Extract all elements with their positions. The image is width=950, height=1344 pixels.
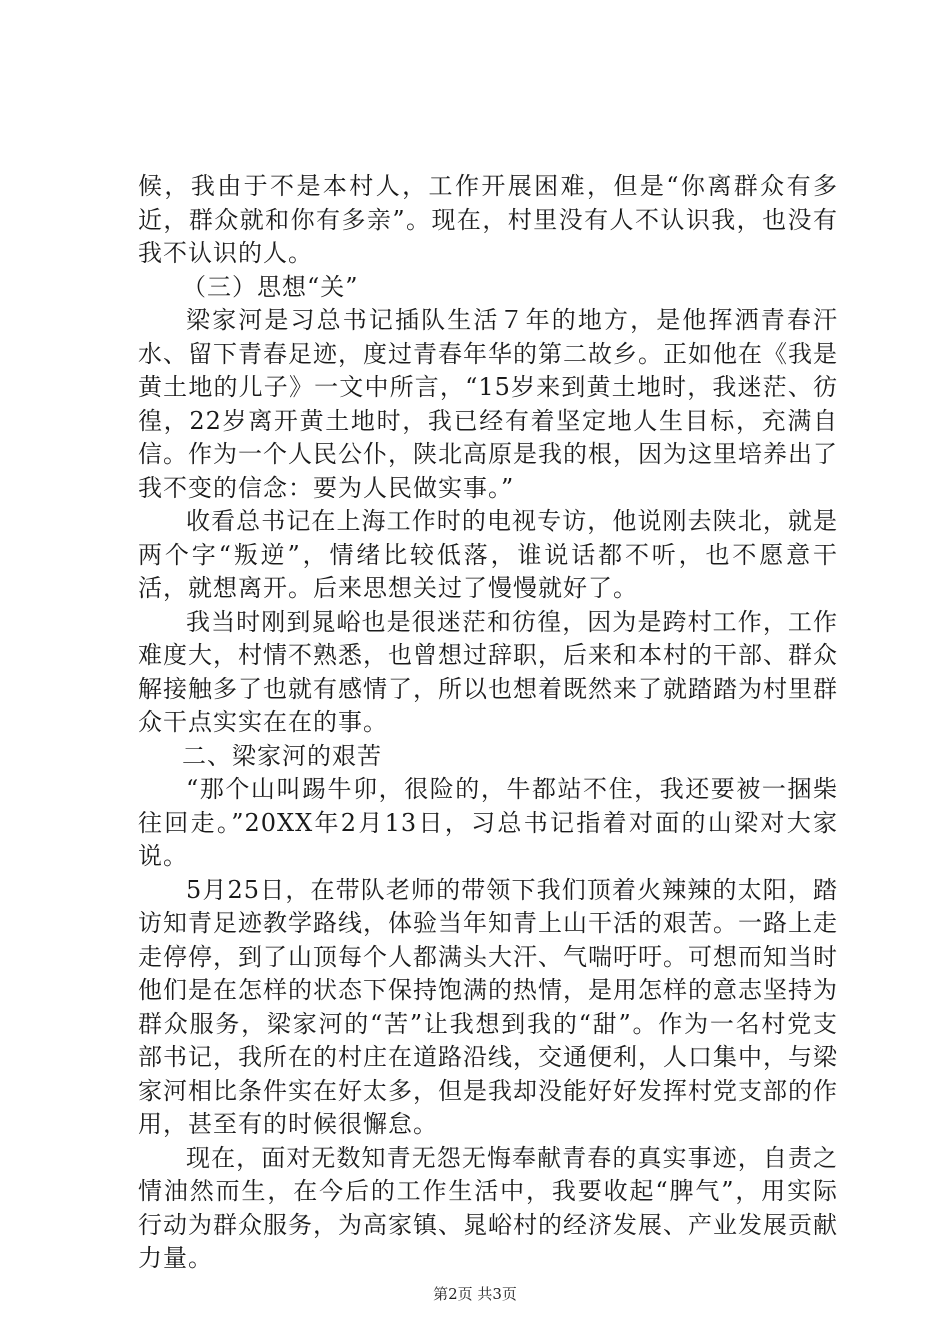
paragraph-field-visit: 5月25日，在带队老师的带领下我们顶着火辣辣的太阳，踏访知青足迹教学路线，体验当年知青上山干活的艰苦。一路上走走停停，到了山顶每个人都满头大汗、气喘吁吁。可想而知当时他们是在怎样的状态下保持饱满的热情，是用怎样的意志坚持为群众服务，梁家河的“苦”让我想到我的“甜”。作为一名村党支部书记，我所在的村庄在道路沿线，交通便利，人口集中，与梁家河相比条件实在好太多，但是我却没能好好发挥村党支部的作用，甚至有的时候很懈怠。	[138, 875, 838, 1138]
paragraph-liangjiahe-hometown: 梁家河是习总书记插队生活７年的地方，是他挥洒青春汗水、留下青春足迹，度过青春年华的第二故乡。正如他在《我是黄土地的儿子》一文中所言，“15岁来到黄土地时，我迷茫、彷徨，22岁离开黄土地时，我已经有着坚定地人生目标，充满自信。作为一个人民公仆，陕北高原是我的根，因为这里培养出了我不变的信念：要为人民做实事。”	[138, 306, 838, 502]
paragraph-personal-experience: 我当时刚到晁峪也是很迷茫和彷徨，因为是跨村工作，工作难度大，村情不熟悉，也曾想过辞职，后来和本村的干部、群众解接触多了也就有感情了，所以也想着既然来了就踏踏为村里群众干点实实在在的事。	[138, 607, 838, 736]
paragraph-quote-mountain: “那个山叫踢牛卯，很险的，牛都站不住，我还要被一捆柴往回走。”20XX年2月13日，习总书记指着对面的山梁对大家说。	[138, 775, 838, 870]
document-body	[138, 170, 838, 1276]
paragraph-continuation: 候，我由于不是本村人，工作开展困难，但是“你离群众有多近，群众就和你有多亲”。现在，村里没有人不认识我，也没有我不认识的人。	[138, 172, 838, 267]
page-number-footer: 第2页 共3页	[433, 1285, 517, 1303]
section-heading-thought-pass: （三）思想“关”	[182, 272, 359, 301]
paragraph-tv-interview: 收看总书记在上海工作时的电视专访，他说刚去陕北，就是两个字“叛逆”，情绪比较低落，谁说话都不听，也不愿意干活，就想离开。后来思想关过了慢慢就好了。	[138, 507, 838, 602]
paragraph-reflection: 现在，面对无数知青无怨无悔奉献青春的真实事迹，自责之情油然而生，在今后的工作生活中，我要收起“脾气”，用实际行动为群众服务，为高家镇、晁峪村的经济发展、产业发展贡献力量。	[138, 1143, 838, 1272]
section-heading-hardship: 二、梁家河的艰苦	[182, 741, 382, 770]
